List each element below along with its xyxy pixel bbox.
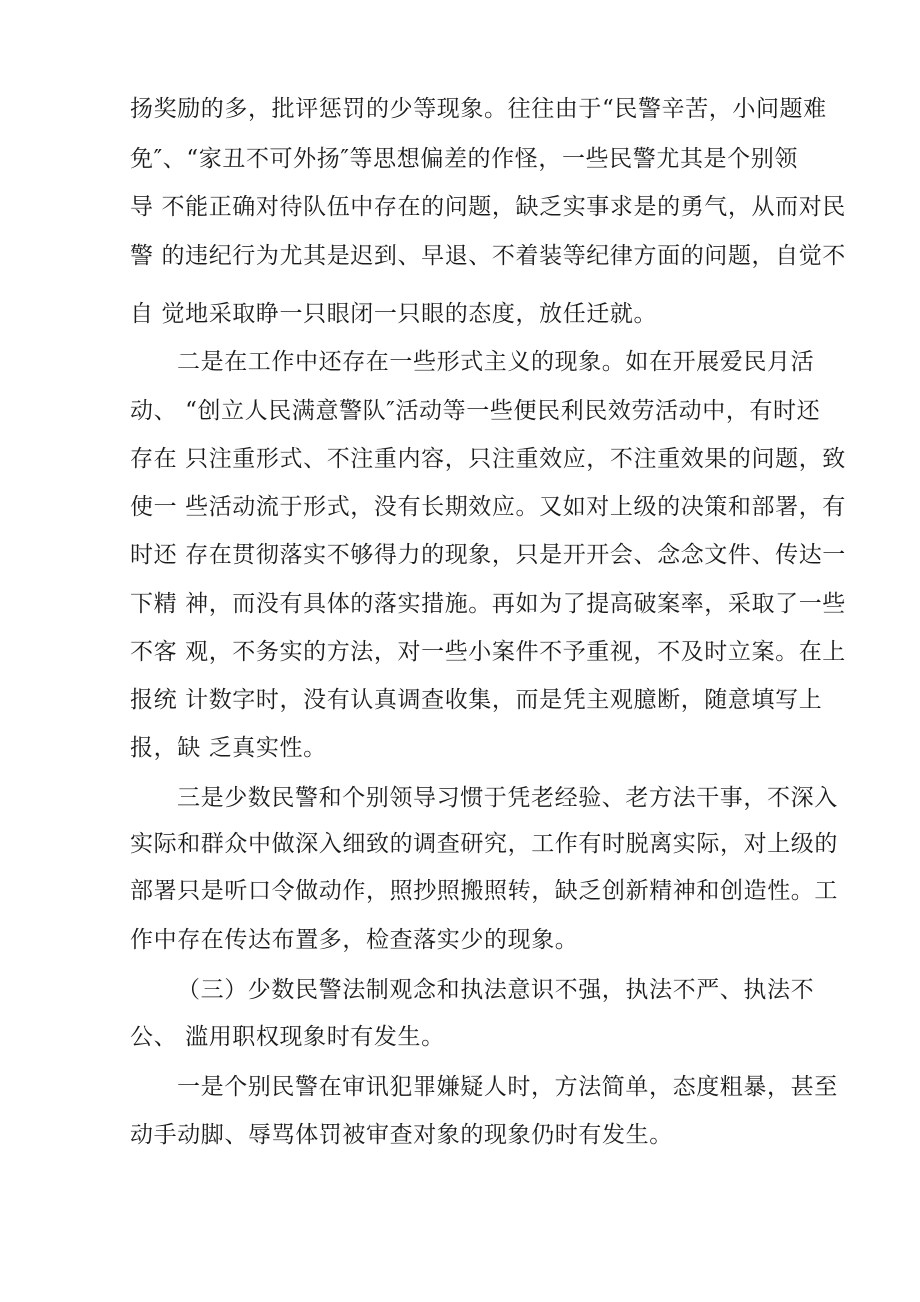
text-line: 时还 存在贯彻落实不够得力的现象，只是开开会、念念文件、传达一	[130, 542, 846, 568]
text-line: 自 觉地采取睁一只眼闭一只眼的态度，放任迁就。	[130, 301, 658, 327]
section-heading-line: 公、 滥用职权现象时有发生。	[130, 1024, 445, 1050]
section-heading-line: （三）少数民警法制观念和执法意识不强，执法不严、执法不	[177, 977, 815, 1003]
text-line: 动、 “创立人民满意警队″活动等一些便民利民效劳活动中，有时还	[130, 398, 821, 424]
paragraph-first-line: 一是个别民警在审讯犯罪嫌疑人时，方法简单，态度粗暴，甚至	[177, 1074, 838, 1100]
text-line: 报，缺 乏真实性。	[130, 735, 327, 761]
text-line: 存在 只注重形式、不注重内容，只注重效应，不注重效果的问题，致	[130, 446, 846, 472]
text-line: 导 不能正确对待队伍中存在的问题，缺乏实事求是的勇气，从而对民	[130, 194, 846, 220]
text-line: 作中存在传达布置多，检查落实少的现象。	[130, 927, 579, 953]
text-line: 使一 些活动流于形式，没有长期效应。又如对上级的决策和部署，有	[130, 494, 846, 520]
text-line: 不客 观，不务实的方法，对一些小案件不予重视，不及时立案。在上	[130, 639, 846, 665]
text-line: 实际和群众中做深入细致的调查研究，工作有时脱离实际，对上级的	[130, 831, 838, 857]
text-line: 报统 计数字时，没有认真调查收集，而是凭主观臆断，随意填写上	[130, 687, 823, 713]
text-line: 警 的违纪行为尤其是迟到、早退、不着装等纪律方面的问题，自觉不	[130, 243, 846, 269]
text-line: 部署只是听口令做动作，照抄照搬照转，缺乏创新精神和创造性。工	[130, 878, 838, 904]
text-line: 下精 神，而没有具体的落实措施。再如为了提高破案率，采取了一些	[130, 591, 846, 617]
paragraph-first-line: 三是少数民警和个别领导习惯于凭老经验、老方法干事，不深入	[177, 785, 838, 811]
text-line: 免″、“家丑不可外扬″等思想偏差的作怪，一些民警尤其是个别领	[130, 146, 798, 172]
paragraph-first-line: 二是在工作中还存在一些形式主义的现象。如在开展爱民月活	[177, 349, 815, 375]
text-line: 动手动脚、辱骂体罚被审查对象的现象仍时有发生。	[130, 1122, 673, 1148]
text-line: 扬奖励的多，批评惩罚的少等现象。往往由于“民警辛苦，小问题难	[130, 96, 827, 122]
